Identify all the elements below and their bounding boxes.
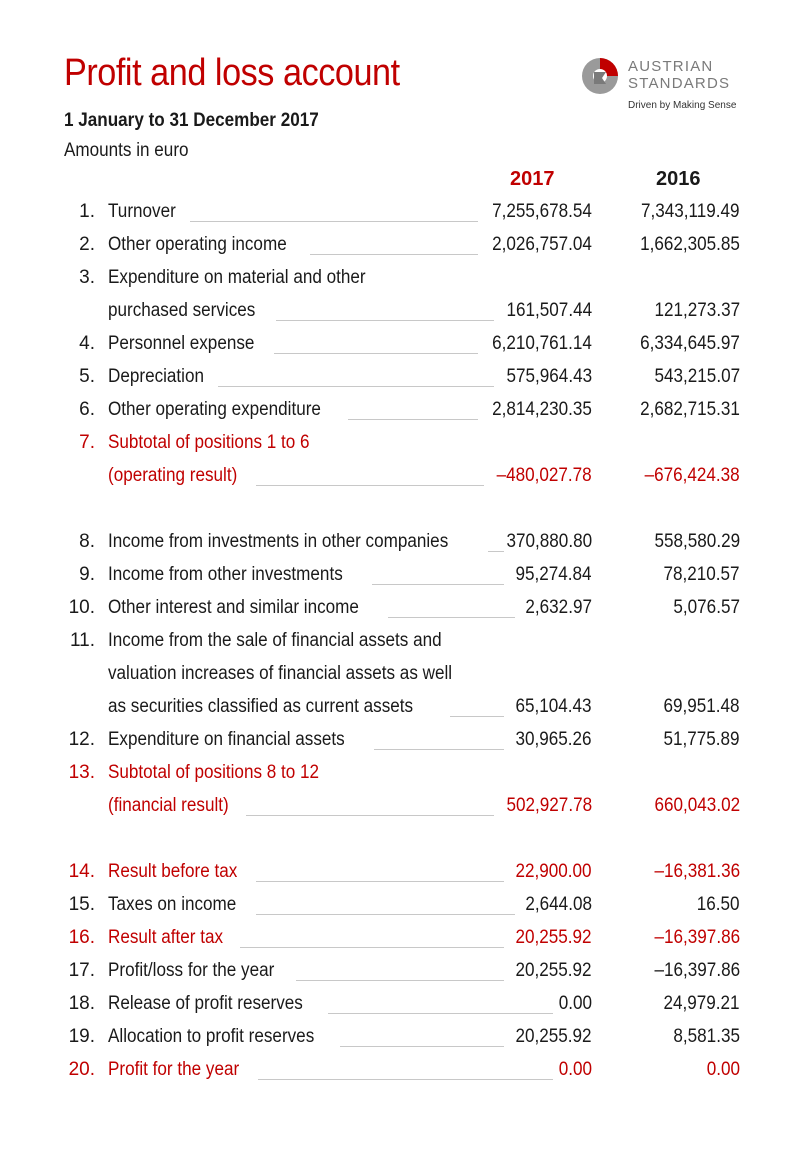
row-label: (operating result): [108, 465, 238, 486]
value-2016: 660,043.02: [654, 795, 740, 816]
value-2016: 0.00: [706, 1059, 740, 1080]
leader-line: [258, 1079, 553, 1080]
value-2016: 24,979.21: [663, 993, 740, 1014]
table-row: [0, 527, 788, 560]
value-2016: 69,951.48: [663, 696, 740, 717]
leader-line: [274, 353, 478, 354]
value-2017: 2,814,230.35: [492, 399, 592, 420]
row-label: Profit for the year: [108, 1059, 240, 1080]
table-row: [0, 923, 788, 956]
leader-line: [246, 815, 494, 816]
table-row: [0, 791, 788, 824]
leader-line: [372, 584, 504, 585]
leader-line: [256, 881, 504, 882]
leader-line: [374, 749, 504, 750]
table-row: [0, 1055, 788, 1088]
row-number: 10.: [68, 597, 95, 618]
value-2016: 78,210.57: [663, 564, 740, 585]
table-row: [0, 329, 788, 362]
table-row: [0, 758, 788, 791]
value-2016: –16,381.36: [654, 861, 740, 882]
table-row: [0, 395, 788, 428]
austrian-standards-logo-icon: [580, 56, 620, 96]
value-2016: 6,334,645.97: [640, 333, 740, 354]
table-row: [0, 626, 788, 659]
row-label: (financial result): [108, 795, 229, 816]
value-2017: 95,274.84: [515, 564, 592, 585]
austrian-standards-logo: [580, 56, 750, 116]
row-number: 6.: [79, 399, 95, 420]
value-2017: 0.00: [558, 1059, 592, 1080]
table-row: [0, 890, 788, 923]
logo-text-standards: STANDARDS: [628, 75, 731, 92]
leader-line: [488, 551, 504, 552]
amounts-note: Amounts in euro: [64, 140, 189, 161]
table-row: [0, 989, 788, 1022]
column-header-2017: 2017: [510, 168, 555, 190]
table-row: [0, 461, 788, 494]
value-2017: 20,255.92: [515, 1026, 592, 1047]
table-row: [0, 296, 788, 329]
logo-text-austrian: AUSTRIAN: [628, 58, 714, 75]
row-number: 2.: [79, 234, 95, 255]
row-label: Income from other investments: [108, 564, 343, 585]
value-2017: 2,026,757.04: [492, 234, 592, 255]
leader-line: [340, 1046, 504, 1047]
row-label: Subtotal of positions 8 to 12: [108, 762, 320, 783]
row-label: Taxes on income: [108, 894, 237, 915]
row-number: 13.: [68, 762, 95, 783]
table-row: [0, 593, 788, 626]
row-label: Allocation to profit reserves: [108, 1026, 315, 1047]
row-number: 17.: [68, 960, 95, 981]
value-2017: 7,255,678.54: [492, 201, 592, 222]
value-2017: 6,210,761.14: [492, 333, 592, 354]
row-number: 3.: [79, 267, 95, 288]
value-2016: 5,076.57: [673, 597, 740, 618]
value-2016: 558,580.29: [654, 531, 740, 552]
leader-line: [218, 386, 494, 387]
leader-line: [256, 485, 484, 486]
value-2017: 2,644.08: [525, 894, 592, 915]
table-row: [0, 725, 788, 758]
row-label: Income from investments in other companies: [108, 531, 449, 552]
period-subtitle: 1 January to 31 December 2017: [64, 110, 319, 131]
row-number: 4.: [79, 333, 95, 354]
value-2017: 65,104.43: [515, 696, 592, 717]
value-2016: 543,215.07: [654, 366, 740, 387]
row-number: 15.: [68, 894, 95, 915]
table-row: [0, 560, 788, 593]
value-2016: 2,682,715.31: [640, 399, 740, 420]
value-2016: –16,397.86: [654, 960, 740, 981]
row-number: 5.: [79, 366, 95, 387]
row-number: 9.: [79, 564, 95, 585]
value-2017: 22,900.00: [515, 861, 592, 882]
leader-line: [296, 980, 504, 981]
row-label: purchased services: [108, 300, 256, 321]
leader-line: [190, 221, 478, 222]
value-2017: 30,965.26: [515, 729, 592, 750]
value-2016: 1,662,305.85: [640, 234, 740, 255]
table-row: [0, 263, 788, 296]
row-label: Result before tax: [108, 861, 238, 882]
value-2017: 20,255.92: [515, 960, 592, 981]
table-row: [0, 956, 788, 989]
value-2016: 51,775.89: [663, 729, 740, 750]
value-2017: 2,632.97: [525, 597, 592, 618]
row-label: Income from the sale of financial assets and: [108, 630, 442, 651]
leader-line: [276, 320, 494, 321]
column-header-2016: 2016: [656, 168, 701, 190]
row-number: 16.: [68, 927, 95, 948]
row-label: Release of profit reserves: [108, 993, 303, 1014]
row-label: Other operating income: [108, 234, 287, 255]
value-2016: 121,273.37: [654, 300, 740, 321]
leader-line: [256, 914, 515, 915]
value-2017: 20,255.92: [515, 927, 592, 948]
table-row: [0, 692, 788, 725]
table-row: [0, 1022, 788, 1055]
table-row: [0, 362, 788, 395]
leader-line: [348, 419, 478, 420]
leader-line: [450, 716, 504, 717]
leader-line: [328, 1013, 553, 1014]
value-2017: 370,880.80: [506, 531, 592, 552]
row-number: 11.: [69, 630, 95, 651]
row-number: 19.: [68, 1026, 95, 1047]
table-row: [0, 659, 788, 692]
row-label: Other interest and similar income: [108, 597, 359, 618]
row-number: 12.: [68, 729, 95, 750]
row-number: 18.: [68, 993, 95, 1014]
row-number: 20.: [68, 1059, 95, 1080]
value-2017: 575,964.43: [506, 366, 592, 387]
table-row: [0, 857, 788, 890]
value-2017: 0.00: [558, 993, 592, 1014]
row-number: 14.: [68, 861, 95, 882]
row-label: Turnover: [108, 201, 176, 222]
logo-tagline: Driven by Making Sense: [628, 100, 737, 111]
row-label: Expenditure on material and other: [108, 267, 366, 288]
row-label: Profit/loss for the year: [108, 960, 275, 981]
row-label: as securities classified as current assets: [108, 696, 414, 717]
row-label: Expenditure on financial assets: [108, 729, 345, 750]
table-row: [0, 230, 788, 263]
value-2016: 16.50: [697, 894, 740, 915]
value-2016: –16,397.86: [654, 927, 740, 948]
value-2017: 161,507.44: [506, 300, 592, 321]
row-label: Depreciation: [108, 366, 205, 387]
row-number: 1.: [79, 201, 95, 222]
row-label: Result after tax: [108, 927, 224, 948]
value-2017: 502,927.78: [506, 795, 592, 816]
row-label: valuation increases of financial assets as well: [108, 663, 453, 684]
row-number: 8.: [79, 531, 95, 552]
leader-line: [310, 254, 478, 255]
value-2016: 7,343,119.49: [641, 201, 740, 222]
value-2017: –480,027.78: [496, 465, 592, 486]
table-row: [0, 197, 788, 230]
row-label: Personnel expense: [108, 333, 255, 354]
row-label: Subtotal of positions 1 to 6: [108, 432, 310, 453]
leader-line: [240, 947, 504, 948]
value-2016: –676,424.38: [644, 465, 740, 486]
row-number: 7.: [79, 432, 95, 453]
leader-line: [388, 617, 515, 618]
row-label: Other operating expenditure: [108, 399, 321, 420]
page-title: Profit and loss account: [64, 52, 400, 94]
table-row: [0, 428, 788, 461]
value-2016: 8,581.35: [673, 1026, 740, 1047]
